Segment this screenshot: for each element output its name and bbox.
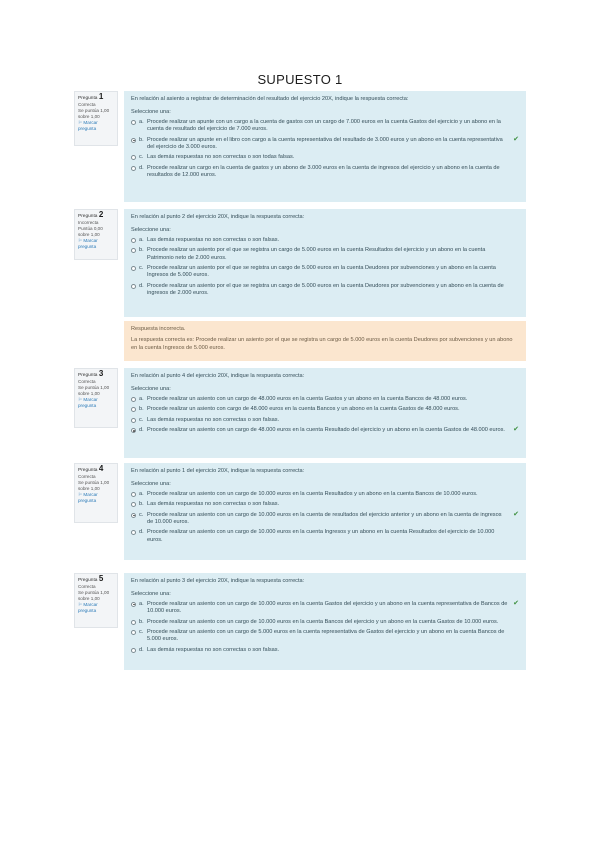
question-score: Se puntúa 1,00 sobre 1,00	[78, 590, 110, 601]
question-status: Correcta	[78, 379, 96, 384]
question-label: Pregunta	[78, 578, 98, 583]
correct-check-icon: ✔	[513, 426, 519, 434]
option-text: Procede realizar un asiento por el que se registra un cargo de 5.000 euros en la cuenta Deudores por subvenciones y un abono en la cuenta Ingresos de 5.000 euros.	[147, 265, 496, 279]
flag-icon: ⚐	[78, 120, 84, 125]
answer-option[interactable]	[131, 165, 519, 180]
flag-label: Marcar pregunta	[78, 602, 98, 613]
question-number: 3	[98, 369, 104, 378]
question-label: Pregunta	[78, 214, 98, 219]
question-number: 4	[98, 464, 104, 473]
option-text: Procede realizar un asiento por el que se registra un cargo de 5.000 euros en la cuenta Deudores por subvenciones y un abono en la cuenta de ingresos de 2.000 euros.	[147, 282, 504, 297]
question-box-2	[124, 209, 526, 317]
option-text: Procede realizar un asiento con un cargo de 10.000 euros en la cuenta de resultados del ejercicio anterior y un abono en la cuenta de ingresos de 10.000 euros.	[147, 511, 502, 526]
option-letter: b.	[139, 136, 144, 143]
flag-icon: ⚐	[78, 602, 84, 607]
select-label: Seleccione una:	[131, 386, 171, 393]
flag-label: Marcar pregunta	[78, 238, 98, 249]
option-letter: d.	[139, 646, 144, 653]
answer-option[interactable]	[131, 396, 519, 403]
question-score: Se puntúa 1,00 sobre 1,00	[78, 480, 110, 491]
question-box-5	[124, 573, 526, 670]
radio-button[interactable]	[131, 397, 136, 402]
question-label: Pregunta	[78, 468, 98, 473]
option-letter: a.	[139, 118, 144, 125]
option-letter: a.	[139, 490, 144, 497]
answer-option[interactable]	[131, 491, 519, 498]
answer-option[interactable]	[131, 427, 519, 434]
select-label: Seleccione una:	[131, 109, 171, 116]
option-letter: d.	[139, 529, 144, 536]
option-letter: d.	[139, 427, 144, 434]
question-text: En relación al punto 1 del ejercicio 20X, indique la respuesta correcta:	[131, 468, 305, 474]
option-letter: c.	[139, 511, 144, 518]
answer-option[interactable]	[131, 283, 519, 298]
radio-button[interactable]	[131, 630, 136, 635]
question-box-4	[124, 463, 526, 560]
question-info-1	[74, 91, 118, 146]
question-status: Incorrecta	[78, 220, 99, 225]
answer-option[interactable]	[131, 629, 519, 644]
option-letter: b.	[139, 406, 144, 413]
radio-button[interactable]	[131, 155, 136, 160]
option-text: Procede realizar un apunte en el libro con cargo a la cuenta representativa del resultado de 3.000 euros y un abono en la cuenta representativa del ejercicio de 3.000 euros.	[147, 136, 503, 151]
radio-button[interactable]	[131, 166, 136, 171]
radio-button[interactable]	[131, 530, 136, 535]
answer-option[interactable]	[131, 406, 519, 413]
radio-button[interactable]	[131, 620, 136, 625]
radio-button[interactable]	[131, 513, 136, 518]
question-box-1	[124, 91, 526, 202]
option-letter: c.	[139, 154, 144, 161]
question-score: Puntúa 0,00 sobre 1,00	[78, 226, 103, 237]
feedback-title: Respuesta incorrecta.	[131, 326, 186, 332]
option-text: Las demás respuestas no son correctas o son falsas.	[147, 236, 280, 243]
option-text: Procede realizar un cargo en la cuenta de gastos y un abono de 3.000 euros en la cuenta de ingresos del ejercicio y un abono en la cuenta de resultados de 12.000 euros.	[147, 164, 500, 179]
option-text: Las demás respuestas no son correctas o son todas falsas.	[147, 154, 295, 161]
question-label: Pregunta	[78, 96, 98, 101]
option-text: Procede realizar un asiento con un cargo de 48.000 euros en la cuenta Resultado del ejercicio y un abono en la cuenta Gastos de 48.000 euros.	[147, 427, 505, 434]
correct-check-icon: ✔	[513, 135, 519, 143]
option-letter: b.	[139, 247, 144, 254]
radio-button[interactable]	[131, 492, 136, 497]
answer-option[interactable]	[131, 265, 519, 280]
answer-option[interactable]	[131, 154, 519, 161]
option-text: Procede realizar un asiento con un cargo de 5.000 euros en la cuenta representativa de Gastos del ejercicio y un abono en la cuenta Bancos de 5.000 euros.	[147, 629, 505, 643]
question-info-5	[74, 573, 118, 628]
question-status: Correcta	[78, 102, 96, 107]
question-number: 2	[98, 210, 104, 219]
option-letter: a.	[139, 600, 144, 607]
option-text: Las demás respuestas no son correctas o son falsas.	[147, 501, 280, 508]
option-text: Procede realizar un asiento con un cargo de 48.000 euros en la cuenta Gastos y un abono en la cuenta Bancos de 48.000 euros.	[147, 395, 468, 402]
feedback-text: La respuesta correcta es: Procede realizar un asiento por el que se registra un cargo de 5.000 euros en la cuenta Deudores por subvenciones y un abono en la cuenta Ingresos de 5.000 euros.	[131, 337, 513, 351]
answer-option[interactable]	[131, 647, 519, 654]
answer-option[interactable]	[131, 501, 519, 508]
answer-option[interactable]	[131, 119, 519, 134]
radio-button[interactable]	[131, 407, 136, 412]
flag-label: Marcar pregunta	[78, 397, 98, 408]
option-text: Procede realizar un asiento con un cargo de 10.000 euros en la cuenta Bancos del ejercicio y un abono en la cuenta Gastos de 10.000 euros.	[147, 618, 499, 625]
radio-button[interactable]	[131, 284, 136, 289]
question-info-4	[74, 463, 118, 523]
select-label: Seleccione una:	[131, 227, 171, 234]
flag-icon: ⚐	[78, 238, 84, 243]
question-box-3	[124, 368, 526, 458]
option-letter: d.	[139, 164, 144, 171]
option-letter: b.	[139, 501, 144, 508]
radio-button[interactable]	[131, 138, 136, 143]
flag-question-link[interactable]	[78, 238, 114, 250]
question-text: En relación al punto 2 del ejercicio 20X, indique la respuesta correcta:	[131, 214, 305, 220]
radio-button[interactable]	[131, 502, 136, 507]
question-info-2	[74, 209, 118, 260]
flag-label: Marcar pregunta	[78, 120, 98, 131]
flag-icon: ⚐	[78, 397, 84, 402]
answer-option[interactable]	[131, 247, 519, 262]
option-letter: d.	[139, 282, 144, 289]
flag-question-link[interactable]	[78, 397, 114, 409]
flag-question-link[interactable]	[78, 492, 114, 504]
question-score: Se puntúa 1,00 sobre 1,00	[78, 385, 110, 396]
option-letter: a.	[139, 236, 144, 243]
answer-option[interactable]	[131, 137, 519, 152]
option-text: Procede realizar un asiento con cargo de 48.000 euros en la cuenta Bancos y un abono en la cuenta Gastos de 48.000 euros.	[147, 406, 460, 413]
radio-button[interactable]	[131, 238, 136, 243]
answer-option[interactable]	[131, 601, 519, 616]
flag-icon: ⚐	[78, 492, 84, 497]
option-text: Procede realizar un asiento con un cargo de 10.000 euros en la cuenta Resultados y un abono en la cuenta Bancos de 10.000 euros.	[147, 490, 478, 497]
option-letter: a.	[139, 395, 144, 402]
option-text: Las demás respuestas no son correctas o son falsas.	[147, 416, 280, 423]
question-number: 5	[98, 574, 104, 583]
question-text: En relación al asiento a registrar de determinación del resultado del ejercicio 20X, indique la respuesta correcta:	[131, 96, 409, 102]
radio-button[interactable]	[131, 648, 136, 653]
option-text: Procede realizar un asiento con un cargo de 10.000 euros en la cuenta Gastos del ejercicio y un abono en la cuenta representativa de Bancos de 10.000 euros.	[147, 600, 508, 615]
answer-option[interactable]	[131, 417, 519, 424]
question-label: Pregunta	[78, 373, 98, 378]
option-letter: b.	[139, 618, 144, 625]
select-label: Seleccione una:	[131, 481, 171, 488]
page-title: SUPUESTO 1	[257, 72, 343, 87]
flag-question-link[interactable]	[78, 602, 114, 614]
radio-button[interactable]	[131, 248, 136, 253]
correct-check-icon: ✔	[513, 510, 519, 518]
option-text: Procede realizar un apunte con un cargo a la cuenta de gastos con un cargo de 7.000 euros en la cuenta Gastos del ejercicio y un abono en la cuenta de resultado del ejercicio de 7.000 euros.	[147, 118, 501, 133]
option-letter: c.	[139, 629, 144, 636]
radio-button[interactable]	[131, 266, 136, 271]
correct-check-icon: ✔	[513, 599, 519, 607]
flag-question-link[interactable]	[78, 120, 114, 132]
select-label: Seleccione una:	[131, 591, 171, 598]
radio-button[interactable]	[131, 602, 136, 607]
option-text: Procede realizar un asiento por el que se registra un cargo de 5.000 euros en la cuenta Resultados del ejercicio y un abono en la cuenta Patrimonio neto de 2.000 euros.	[147, 247, 486, 261]
radio-button[interactable]	[131, 418, 136, 423]
answer-option[interactable]	[131, 619, 519, 626]
question-status: Correcta	[78, 584, 96, 589]
answer-option[interactable]	[131, 512, 519, 527]
option-text: Procede realizar un asiento con un cargo de 10.000 euros en la cuenta Ingresos y un abono en la cuenta Resultados del ejercicio de 10.000 euros.	[147, 529, 495, 543]
radio-button[interactable]	[131, 428, 136, 433]
question-info-3	[74, 368, 118, 428]
question-status: Correcta	[78, 474, 96, 479]
radio-button[interactable]	[131, 120, 136, 125]
option-letter: c.	[139, 416, 144, 423]
question-text: En relación al punto 3 del ejercicio 20X, indique la respuesta correcta:	[131, 578, 305, 584]
answer-option[interactable]	[131, 529, 519, 544]
question-number: 1	[98, 92, 104, 101]
flag-label: Marcar pregunta	[78, 492, 98, 503]
question-text: En relación al punto 4 del ejercicio 20X, indique la respuesta correcta:	[131, 373, 305, 379]
feedback-box	[124, 321, 526, 361]
answer-option[interactable]	[131, 237, 519, 244]
option-text: Las demás respuestas no son correctas o son falsas.	[147, 646, 280, 653]
question-score: Se puntúa 1,00 sobre 1,00	[78, 108, 110, 119]
option-letter: c.	[139, 265, 144, 272]
